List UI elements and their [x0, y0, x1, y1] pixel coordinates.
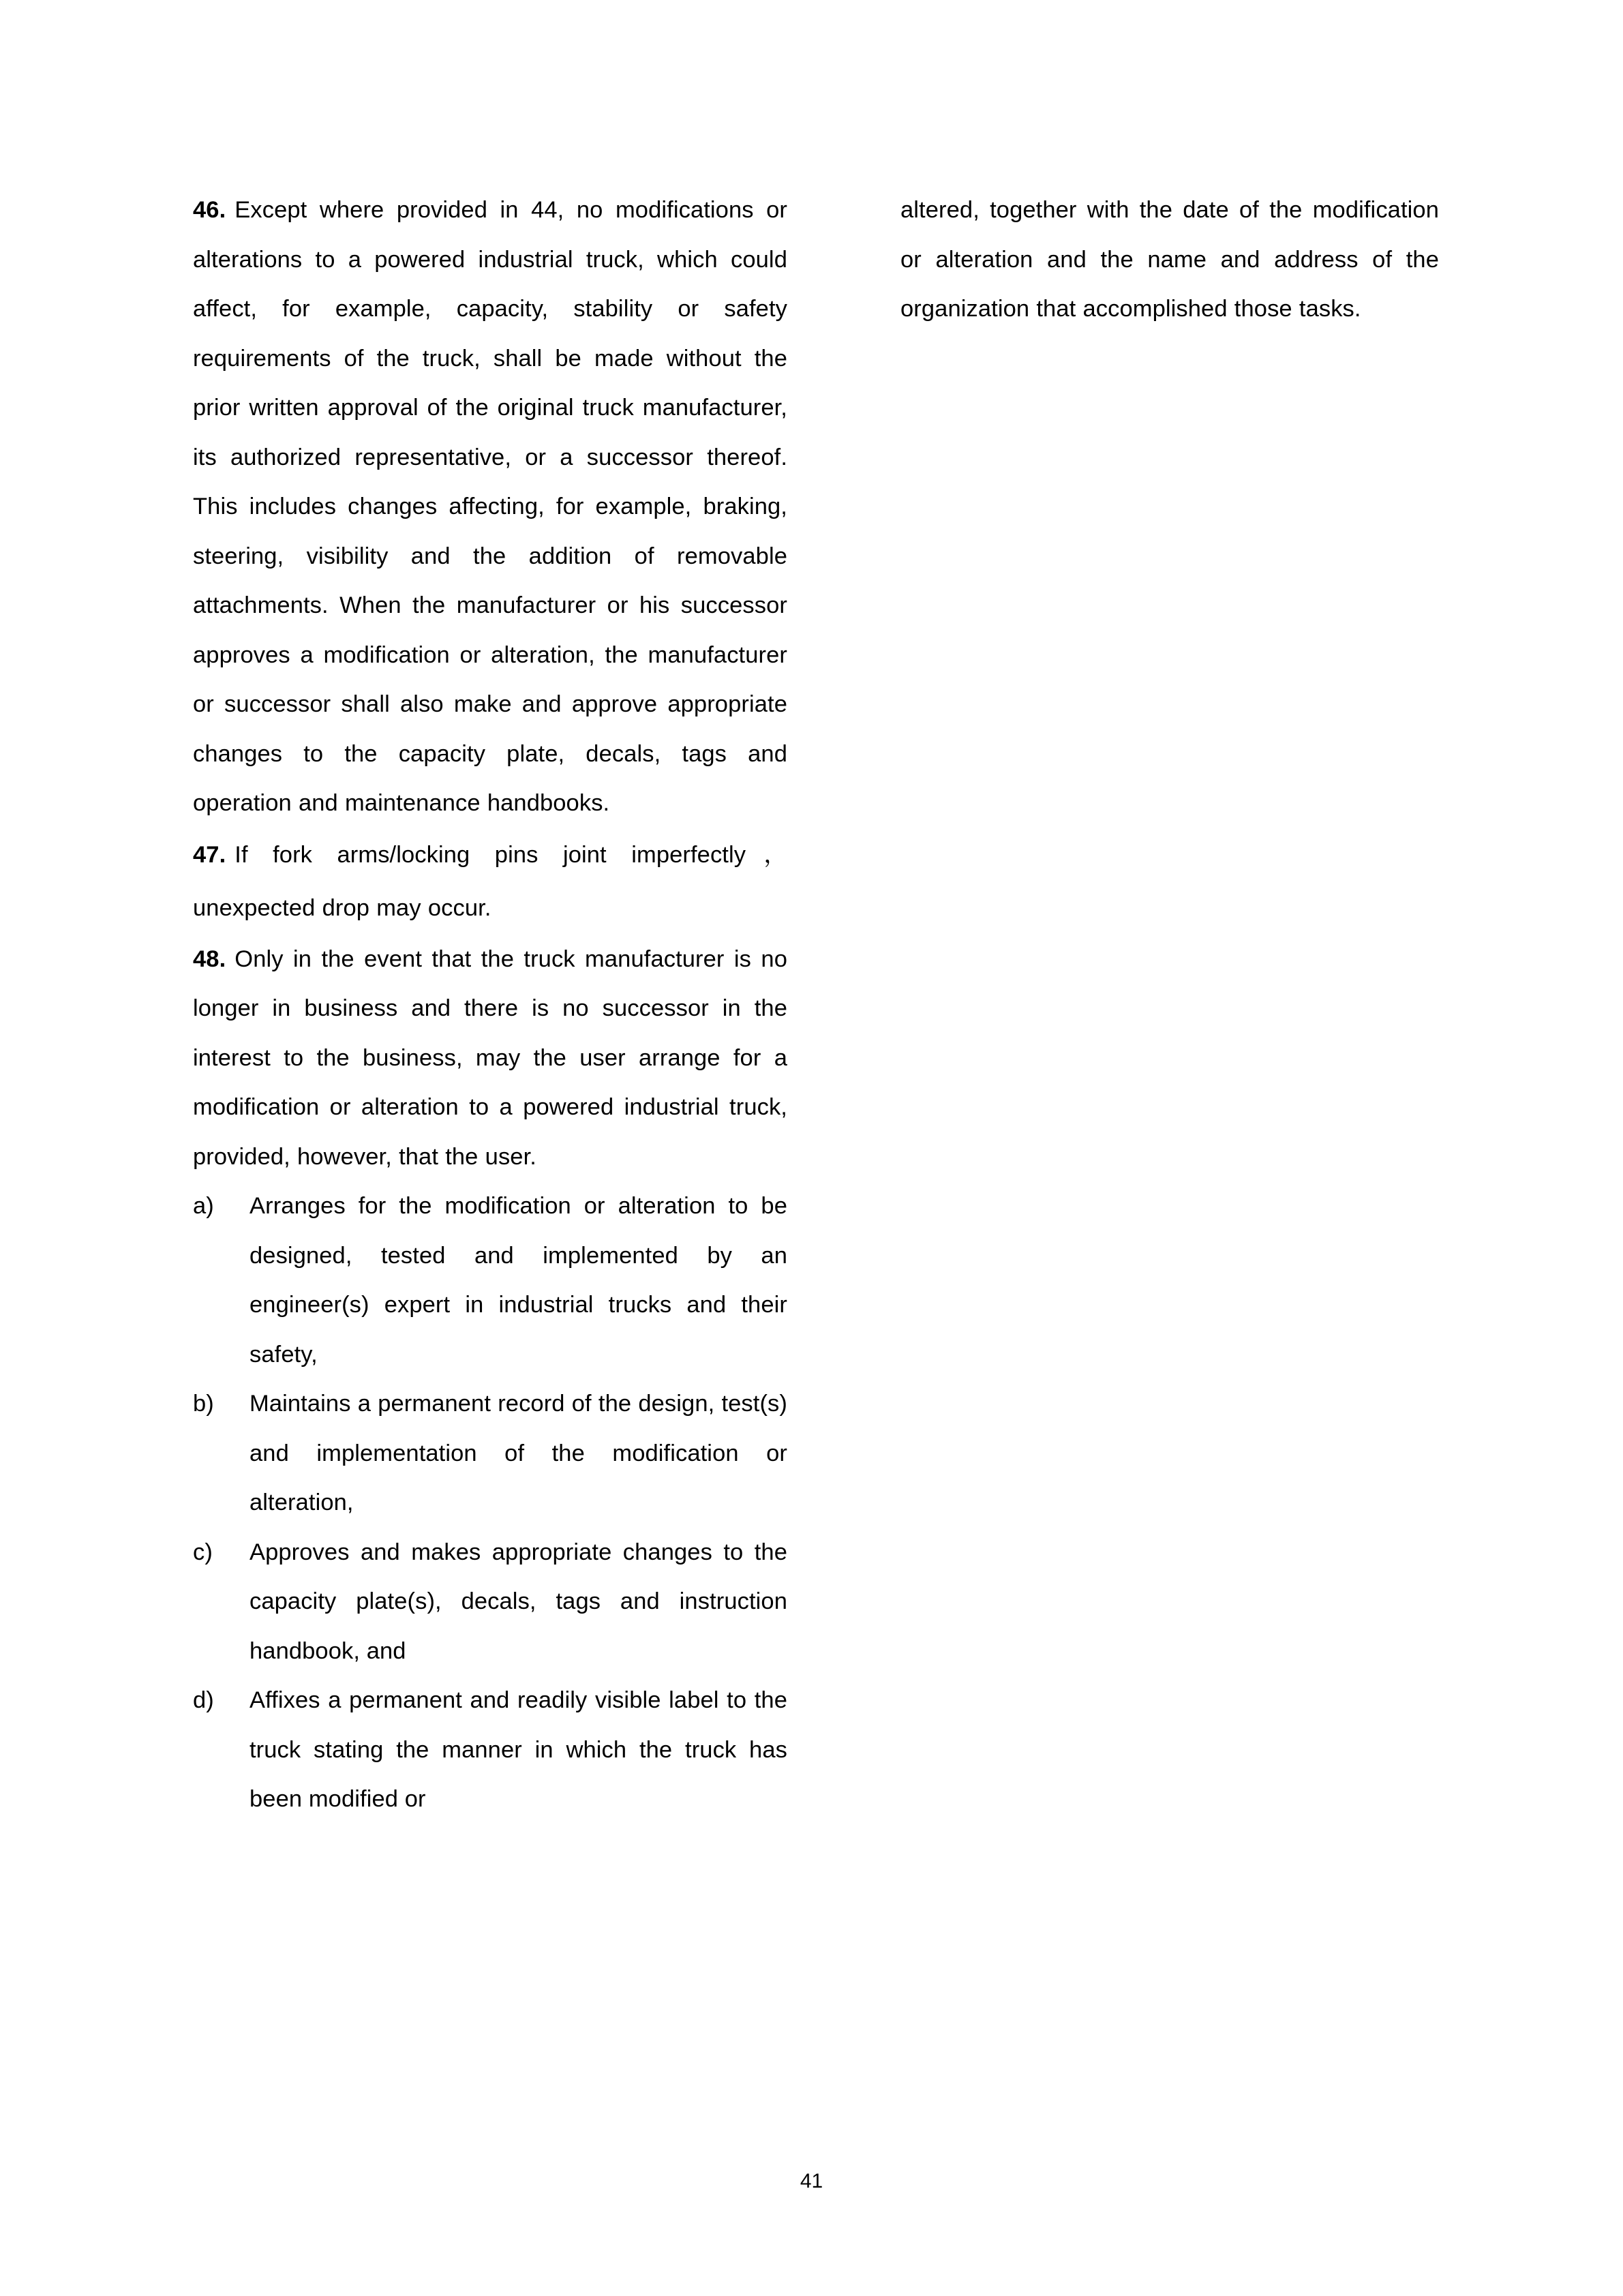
item-text-46: Except where provided in 44, no modifications or alterations to a powered industrial truck, which could affect, for example, capacity, stability or safety requirements of the truck, shall be made without the prior written approval of the original truck manufacturer, its authorized representative, or a successor thereof. This includes changes affecting, for example, braking, steering, visibility and the addition of removable attachments. When the manufacturer or his successor approves a modification or alteration, the manufacturer or successor shall also make and approve appropriate changes to the capacity plate, decals, tags and operation and maintenance handbooks.: [193, 197, 787, 816]
left-column: [193, 185, 787, 1824]
item-number-46: 46.: [193, 197, 226, 223]
numbered-item-48: [193, 935, 787, 1182]
list-text-c: Approves and makes appropriate changes to the capacity plate(s), decals, tags and instruction handbook, and: [249, 1539, 787, 1664]
list-marker-c: c): [193, 1539, 213, 1565]
list-item: [193, 1181, 787, 1379]
list-text-a: Arranges for the modification or alteration to be designed, tested and implemented by an engineer(s) expert in industrial trucks and their safety,: [249, 1193, 787, 1368]
list-item: [193, 1379, 787, 1528]
list-marker-d: d): [193, 1687, 214, 1713]
numbered-item-47: [193, 828, 787, 935]
lettered-sub-list: [193, 1181, 787, 1824]
continuation-text: altered, together with the date of the modification or alteration and the name and address of the organization that accomplished those tasks.: [900, 197, 1439, 322]
numbered-item-46: [193, 185, 787, 828]
item-number-47: 47.: [193, 841, 226, 868]
list-marker-a: a): [193, 1193, 214, 1219]
list-item: [193, 1528, 787, 1676]
list-text-d: Affixes a permanent and readily visible label to the truck stating the manner in which the truck has been modified or: [249, 1687, 787, 1812]
two-column-body: [193, 185, 1439, 1824]
list-item: [193, 1676, 787, 1824]
list-text-b: Maintains a permanent record of the design, test(s) and implementation of the modification or alteration,: [249, 1391, 787, 1515]
continuation-paragraph: [900, 185, 1439, 334]
item-text-48: Only in the event that the truck manufacturer is no longer in business and there is no successor in the interest to the business, may the user arrange for a modification or alteration to a powered industrial truck, provided, however, that the user.: [193, 946, 787, 1170]
list-marker-b: b): [193, 1391, 214, 1417]
right-column: [900, 185, 1439, 334]
item-number-48: 48.: [193, 946, 226, 972]
page-number: 41: [800, 2170, 823, 2192]
item-text-47: If fork arms/locking pins joint imperfectly，unexpected drop may occur.: [193, 841, 787, 921]
